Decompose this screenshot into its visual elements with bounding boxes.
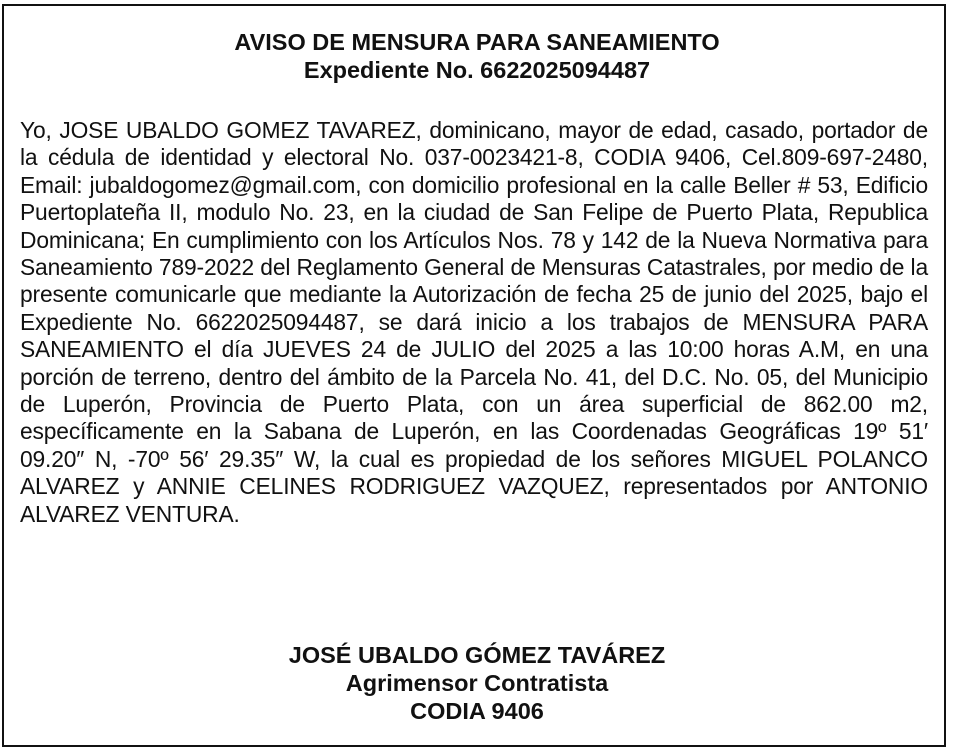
signature-codia: CODIA 9406	[410, 698, 544, 724]
signature-role: Agrimensor Contratista	[345, 670, 609, 696]
signature-block	[0, 641, 954, 725]
notice-title: AVISO DE MENSURA PARA SANEAMIENTO	[234, 29, 720, 55]
signature-name: JOSÉ UBALDO GÓMEZ TAVÁREZ	[288, 642, 666, 668]
notice-header	[0, 28, 954, 84]
expediente-number: Expediente No. 6622025094487	[303, 57, 651, 83]
notice-body: Yo, JOSE UBALDO GOMEZ TAVAREZ, dominicano, mayor de edad, casado, portador de la cédula de identidad y electoral No. 037-0023421-8, CODIA 9406, Cel.809-697-2480, Email: jubaldogomez@gmail.com, con domicilio profesional en la calle Beller # 53, Edificio Puertoplateña II, modulo No. 23, en la ciudad de San Felipe de Puerto Plata, Republica Dominicana; En cumplimiento con los Artículos Nos. 78 y 142 de la Nueva Normativa para Saneamiento 789-2022 del Reglamento General de Mensuras Catastrales, por medio de la presente comunicarle que mediante la Autorización de fecha 25 de junio del 2025, bajo el Expediente No. 6622025094487, se dará inicio a los trabajos de MENSURA PARA SANEAMIENTO el día JUEVES 24 de JULIO del 2025 a las 10:00 horas A.M, en una porción de terreno, dentro del ámbito de la Parcela No. 41, del D.C. No. 05, del Municipio de Luperón, Provincia de Puerto Plata, con un área superficial de 862.00 m2, específicamente en la Sabana de Luperón, en las Coordenadas Geográficas 19º 51′ 09.20″ N, -70º 56′ 29.35″ W, la cual es propiedad de los señores MIGUEL POLANCO ALVAREZ y ANNIE CELINES RODRIGUEZ VAZQUEZ, representados por ANTONIO ALVAREZ VENTURA.	[20, 117, 928, 527]
